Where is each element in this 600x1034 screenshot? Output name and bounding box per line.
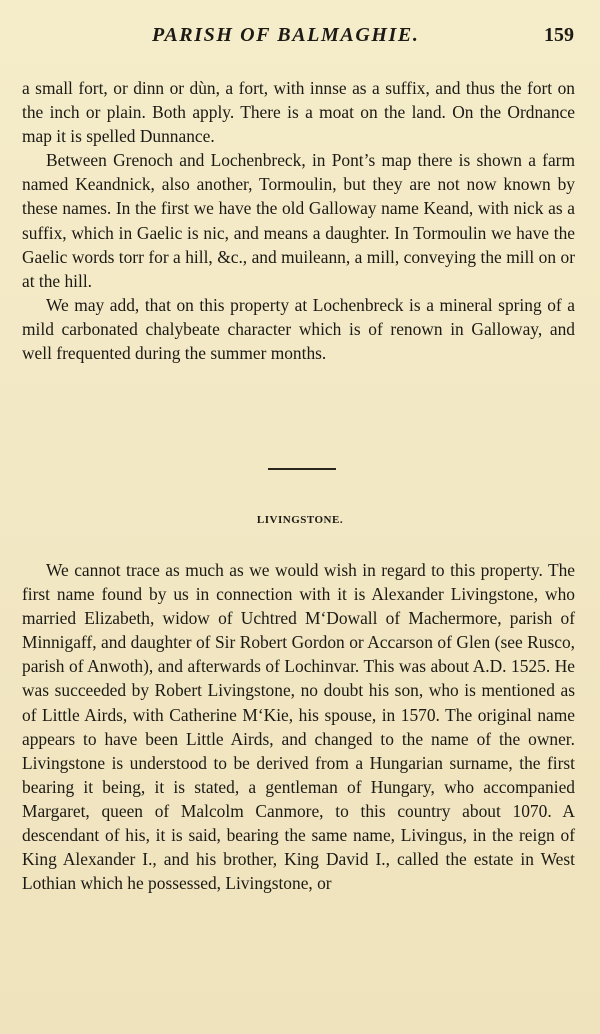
section-livingstone-text bbox=[22, 558, 575, 895]
section-balmaghie-text bbox=[22, 76, 575, 365]
section-heading-livingstone: LIVINGSTONE. bbox=[256, 514, 344, 526]
running-header bbox=[0, 24, 600, 54]
page-number: 159 bbox=[544, 24, 574, 46]
paragraph-dunnance: a small fort, or dinn or dùn, a fort, with innse as a suffix, and thus the fort on the inch or plain. Both apply. There is a moat on the land. On the Ordnance map it is spelled Dunnance. bbox=[22, 78, 575, 147]
paragraph-mineral-spring: We may add, that on this property at Lochenbreck is a mineral spring of a mild carbonated chalybeate character which is of renown in Galloway, and well frequented during the summer months. bbox=[22, 294, 575, 364]
running-title: PARISH OF BALMAGHIE. bbox=[152, 24, 420, 46]
paragraph-keandnick: Between Grenoch and Lochenbreck, in Pont’s map there is shown a farm named Keandnick, also another, Tormoulin, but they are not now known by these names. In the first we have the old Galloway name Keand, with nick as a suffix, which in Gaelic is nic, and means a daughter. In Tormoulin we have the Gaelic words torr for a hill, &c., and muileann, a mill, conveying the mill on or at the hill. bbox=[22, 150, 575, 291]
paragraph-livingstone: We cannot trace as much as we would wish in regard to this property. The first name found by us in connection with it is Alexander Livingstone, who married Elizabeth, widow of Uchtred M‘Dowall of Machermore, parish of Minnigaff, and daughter of Sir Robert Gordon or Accarson of Glen (see Rusco, parish of Anwoth), and afterwards of Lochinvar. This was about A.D. 1525. He was succeeded by Robert Livingstone, no doubt his son, who is mentioned as of Little Airds, with Catherine M‘Kie, his spouse, in 1570. The original name appears to have been Little Airds, and changed to the name of the owner. Livingstone is understood to be derived from a Hungarian surname, the first bearing it being, it is stated, a gentleman of Hungary, who accompanied Margaret, queen of Malcolm Canmore, to this country about 1070. A descendant of his, it is said, bearing the same name, Livingus, in the reign of King Alexander I., and his brother, King David I., called the estate in West Lothian which he possessed, Livingstone, or bbox=[22, 560, 575, 894]
section-divider bbox=[268, 468, 336, 470]
